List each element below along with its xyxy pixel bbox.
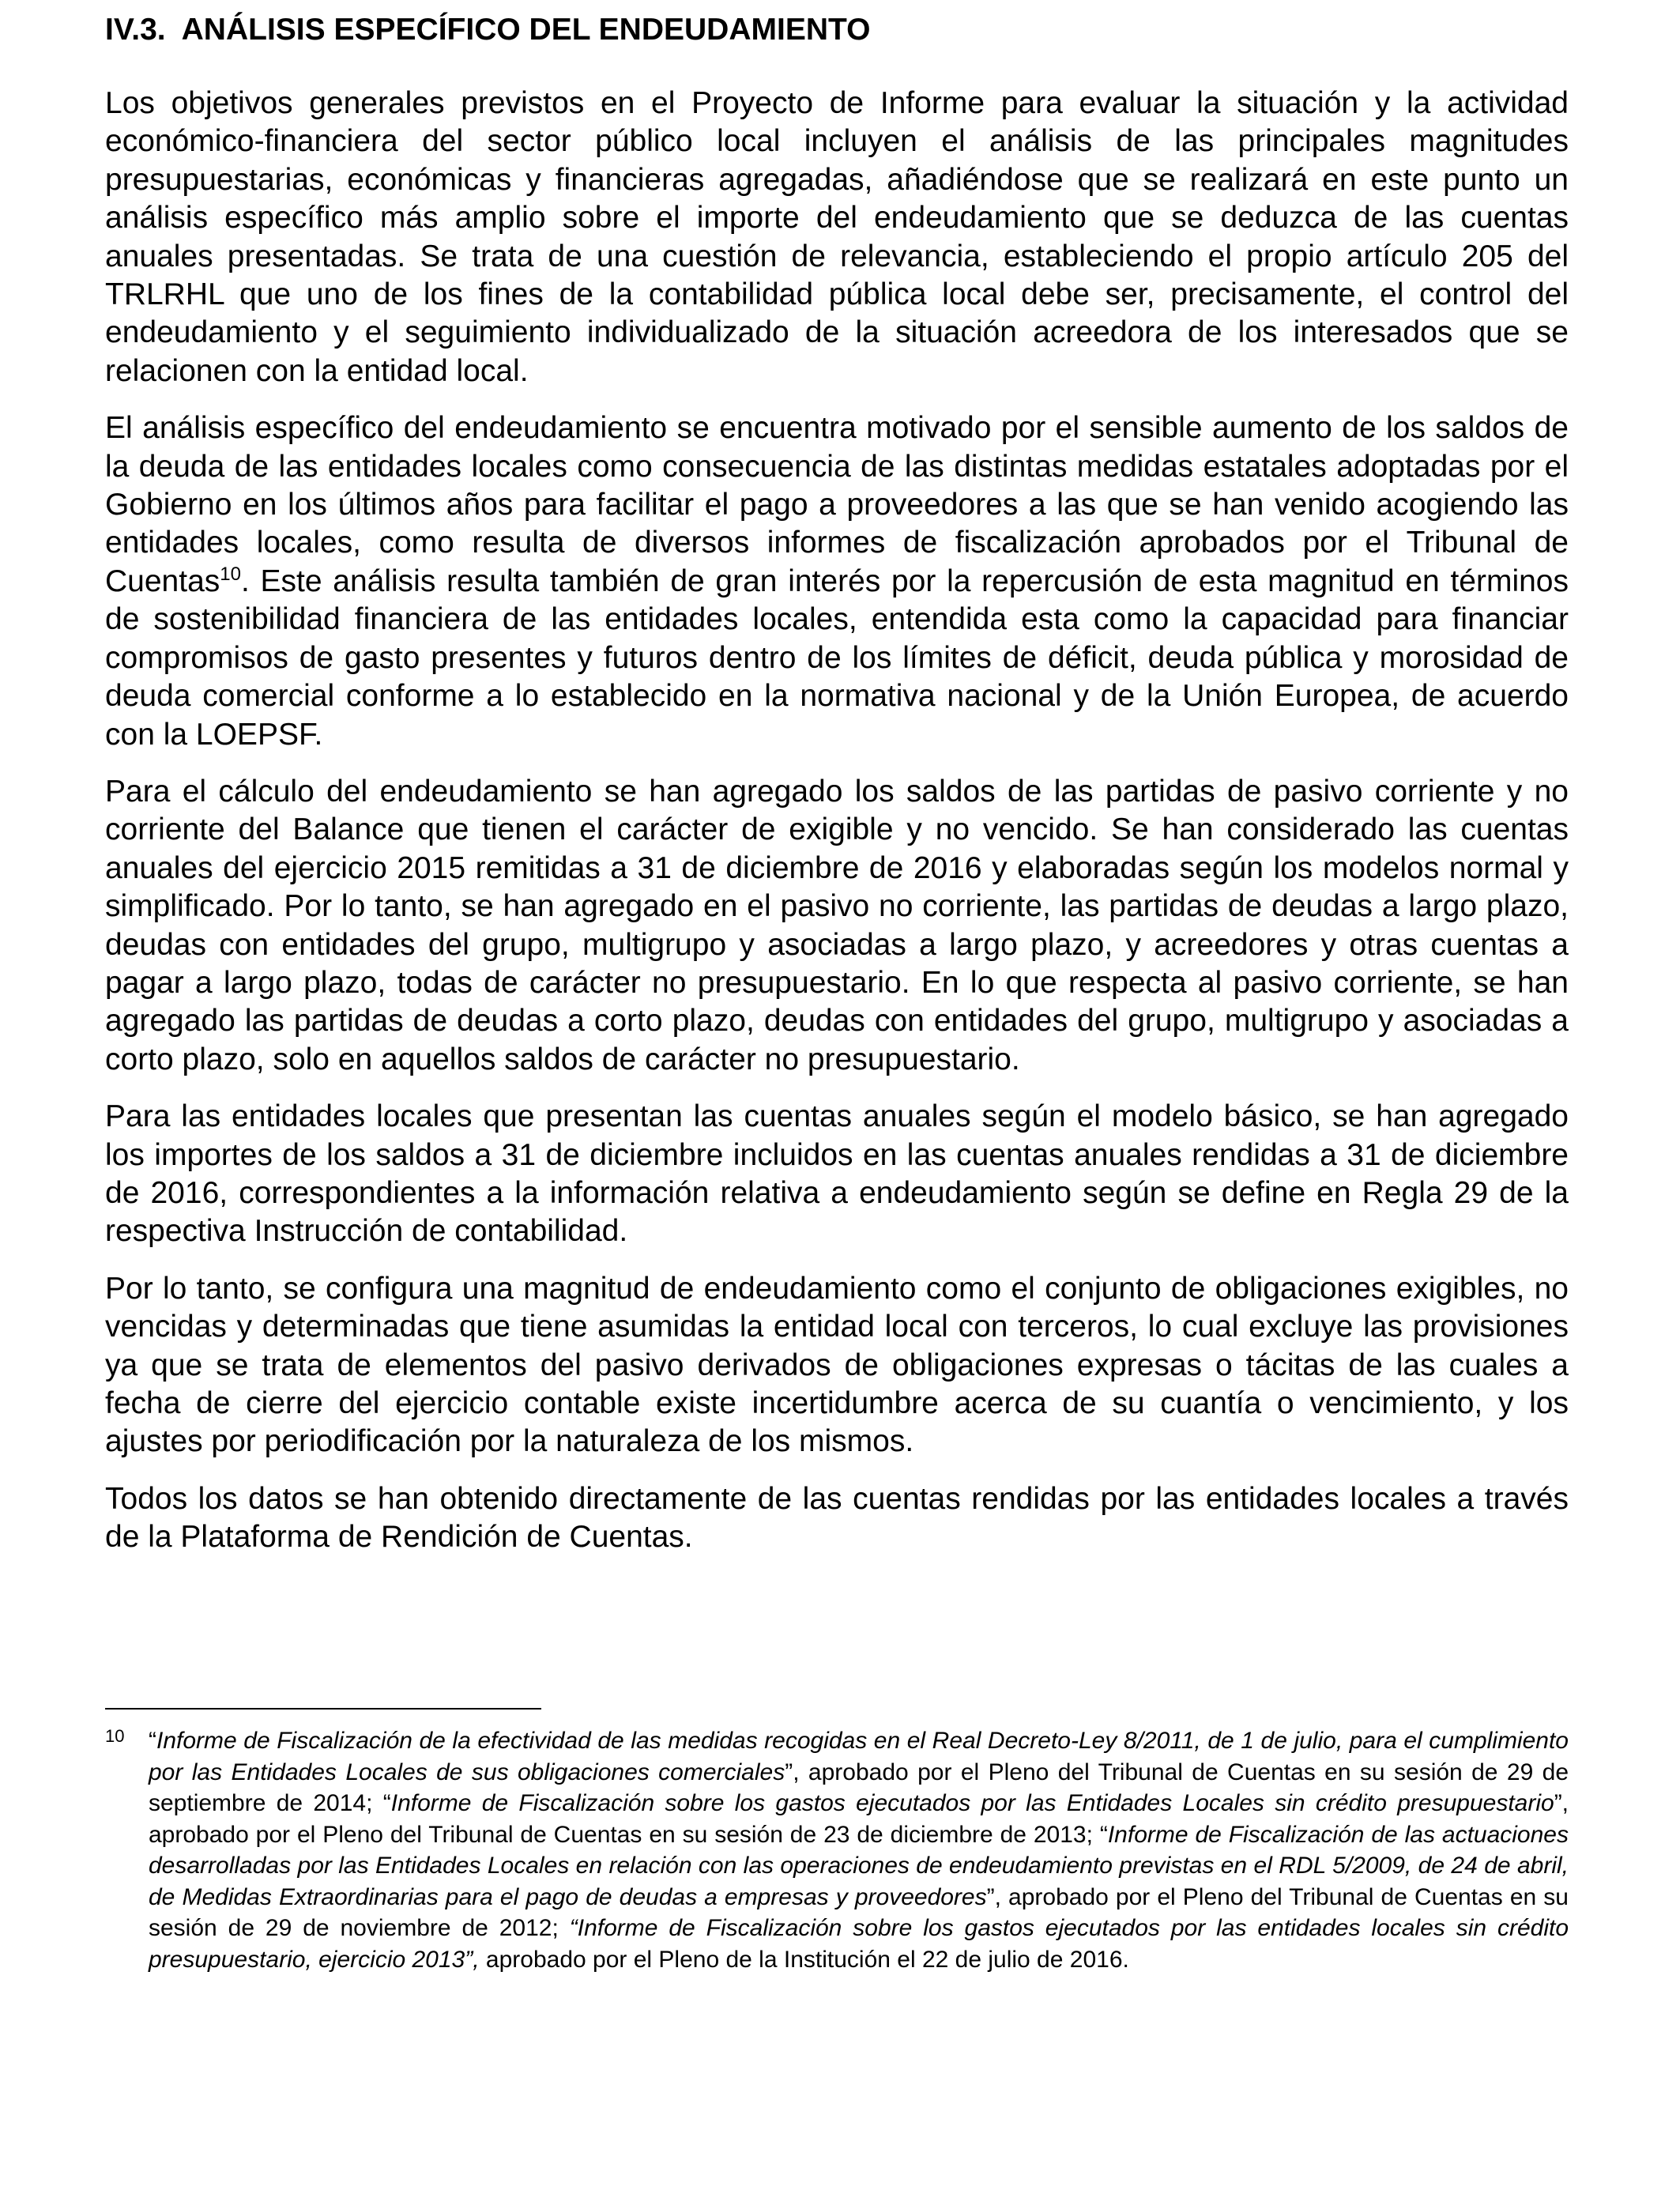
paragraph-4: Para las entidades locales que presentan las cuentas anuales según el modelo básico, se han agregado los importes de los saldos a 31 de diciembre incluidos en las cuentas anuales rendidas a 31 de diciembre de 2016, correspondientes a la información relativa a endeudamiento según se define en Regla 29 de la respectiva Instrucción de contabilidad. bbox=[105, 1099, 1569, 1249]
footnote-separator bbox=[105, 1708, 541, 1710]
footnote-number: 10 bbox=[105, 1726, 125, 1746]
footnote-reference[interactable]: 10 bbox=[220, 563, 241, 585]
paragraph-2-text-before: El análisis específico del endeudamiento se encuentra motivado por el sensible aumento de los saldos de la deuda de las entidades locales como consecuencia de las distintas medidas estatales adoptadas por el Gobierno en los últimos años para facilitar el pago a proveedores a las que se han venido acogiendo las entidades locales, como resulta de diversos informes de fiscalización aprobados por el Tribunal de Cuentas bbox=[105, 411, 1569, 598]
footnote-report-title: Informe de Fiscalización de la efectividad de las medidas recogidas en el Real Decreto-Ley 8/2011, de 1 de julio, para el cumplimiento por las Entidades Locales de sus obligaciones comerciales bbox=[149, 1728, 1569, 1785]
paragraph-3: Para el cálculo del endeudamiento se han agregado los saldos de las partidas de pasivo corriente y no corriente del Balance que tienen el carácter de exigible y no vencido. Se han considerado las cuentas anuales del ejercicio 2015 remitidas a 31 de diciembre de 2016 y elaboradas según los modelos normal y simplificado. Por lo tanto, se han agregado en el pasivo no corriente, las partidas de deudas a largo plazo, deudas con entidades del grupo, multigrupo y asociadas a largo plazo, y acreedores y otras cuentas a pagar a largo plazo, todas de carácter no presupuestario. En lo que respecta al pasivo corriente, se han agregado las partidas de deudas a corto plazo, deudas con entidades del grupo, multigrupo y asociadas a corto plazo, solo en aquellos saldos de carácter no presupuestario. bbox=[105, 774, 1569, 1076]
footnote-text bbox=[105, 1725, 1569, 1975]
section-number: IV.3. bbox=[105, 13, 166, 47]
paragraph-2 bbox=[105, 409, 1569, 754]
body-text bbox=[105, 85, 1569, 1576]
footnote-report-title: Informe de Fiscalización sobre los gastos ejecutados por las Entidades Locales sin crédito presupuestario bbox=[390, 1790, 1554, 1816]
footnote-segment: ”, aprobado por el Pleno del Tribunal de Cuentas en su sesión de 29 de septiembre de 2014; “ bbox=[149, 1759, 1569, 1816]
footnote-segment: aprobado por el Pleno de la Institución el 22 de julio de 2016. bbox=[479, 1946, 1129, 1973]
footnote-segment: ”, aprobado por el Pleno del Tribunal de Cuentas en su sesión de 23 de diciembre de 2013; “ bbox=[149, 1790, 1569, 1848]
footnote-report-title: “Informe de Fiscalización sobre los gastos ejecutados por las entidades locales sin crédito presupuestario, ejercicio 2013”, bbox=[149, 1915, 1569, 1973]
footnote-report-title: Informe de Fiscalización de las actuaciones desarrolladas por las Entidades Locales en relación con las operaciones de endeudamiento previstas en el RDL 5/2009, de 24 de abril, de Medidas Extraordinarias para el pago de deudas a empresas y proveedores bbox=[149, 1821, 1569, 1910]
section-title: ANÁLISIS ESPECÍFICO DEL ENDEUDAMIENTO bbox=[181, 13, 871, 47]
footnote-segment: “ bbox=[149, 1728, 156, 1754]
section-heading bbox=[105, 11, 870, 49]
paragraph-2-text-after: . Este análisis resulta también de gran interés por la repercusión de esta magnitud en términos de sostenibilidad financiera de las entidades locales, entendida esta como la capacidad para financiar compromisos de gasto presentes y futuros dentro de los límites de déficit, deuda pública y morosidad de deuda comercial conforme a lo establecido en la normativa nacional y de la Unión Europea, de acuerdo con la LOEPSF. bbox=[105, 564, 1569, 752]
footnote bbox=[105, 1725, 1569, 1975]
footnote-segment: ”, aprobado por el Pleno del Tribunal de Cuentas en su sesión de 29 de noviembre de 2012; bbox=[149, 1883, 1569, 1941]
paragraph-5: Por lo tanto, se configura una magnitud de endeudamiento como el conjunto de obligaciones exigibles, no vencidas y determinadas que tiene asumidas la entidad local con terceros, lo cual excluye las provisiones ya que se trata de elementos del pasivo derivados de obligaciones expresas o tácitas de las cuales a fecha de cierre del ejercicio contable existe incertidumbre acerca de su cuantía o vencimiento, y los ajustes por periodificación por la naturaleza de los mismos. bbox=[105, 1271, 1569, 1459]
paragraph-1: Los objetivos generales previstos en el Proyecto de Informe para evaluar la situación y la actividad económico-financiera del sector público local incluyen el análisis de las principales magnitudes presupuestarias, económicas y financieras agregadas, añadiéndose que se realizará en este punto un análisis específico más amplio sobre el importe del endeudamiento que se deduzca de las cuentas anuales presentadas. Se trata de una cuestión de relevancia, estableciendo el propio artículo 205 del TRLRHL que uno de los fines de la contabilidad pública local debe ser, precisamente, el control del endeudamiento y el seguimiento individualizado de la situación acreedora de los interesados que se relacionen con la entidad local. bbox=[105, 86, 1569, 388]
paragraph-6: Todos los datos se han obtenido directamente de las cuentas rendidas por las entidades locales a través de la Plataforma de Rendición de Cuentas. bbox=[105, 1481, 1569, 1555]
